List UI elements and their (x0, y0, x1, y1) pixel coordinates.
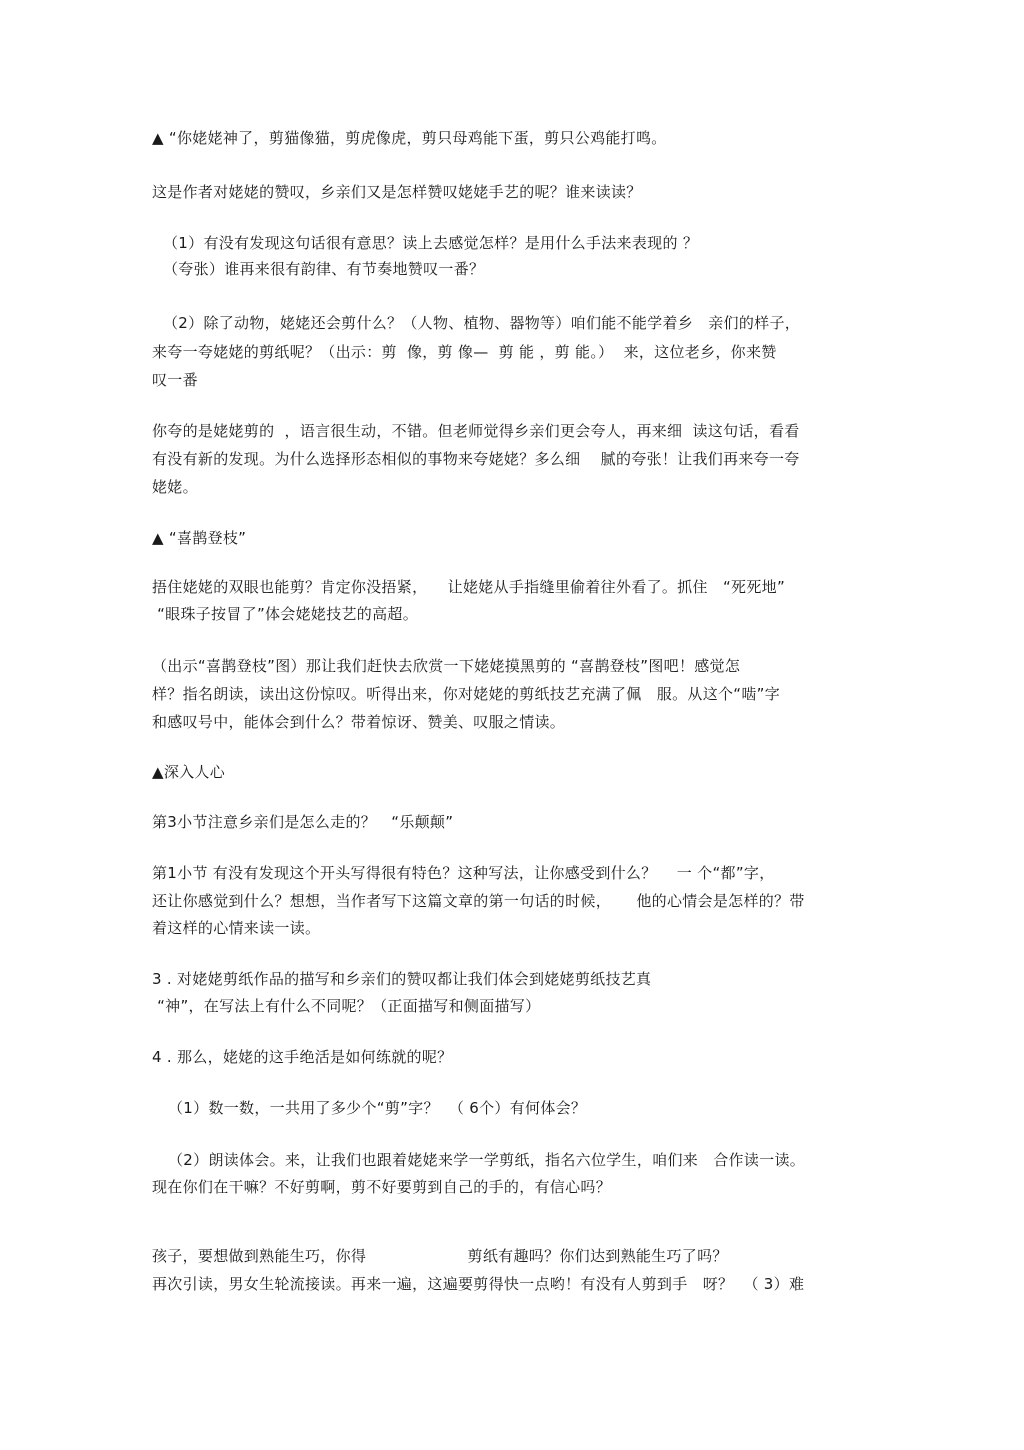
text-line: 现在你们在干嘛？不好剪啊，剪不好要剪到自己的手的，有信心吗？ (152, 1178, 612, 1196)
text-line: 你夸的是姥姥剪的 ，语言很生动，不错。但老师觉得乡亲们更会夸人，再来细 读这句话，看看 (152, 422, 800, 440)
text-line: （1）有没有发现这句话很有意思？读上去感觉怎样？是用什么手法来表现的 ？ (163, 234, 699, 252)
text-line: 有没有新的发现。为什么选择形态相似的事物来夸姥姥？多么细 腻的夸张！让我们再来夸一夸 (152, 450, 800, 468)
text-line: 第3小节注意乡亲们是怎么走的？ “乐颠颠” (152, 813, 454, 831)
text-line: 来夸一夸姥姥的剪纸呢？（出示：剪 像，剪 像— 剪 能 ，剪 能。） 来，这位老乡，你来赞 (152, 343, 777, 361)
text-line: （出示“喜鹊登枝”图）那让我们赶快去欣赏一下姥姥摸黑剪的 “喜鹊登枝”图吧！感觉怎 (152, 657, 741, 675)
text-line: 再次引读，男女生轮流接读。再来一遍，这遍要剪得快一点哟！有没有人剪到手 呀？ （ 3）难 (152, 1275, 805, 1293)
text-line: “神”，在写法上有什么不同呢？（正面描写和侧面描写） (152, 997, 541, 1015)
text-line: 孩子，要想做到熟能生巧，你得 剪纸有趣吗？你们达到熟能生巧了吗？ (152, 1247, 728, 1265)
text-line: 4 . 那么，姥姥的这手绝活是如何练就的呢？ (152, 1048, 453, 1066)
text-line: 这是作者对姥姥的赞叹，乡亲们又是怎样赞叹姥姥手艺的呢？谁来读读？ (152, 183, 642, 201)
text-line: 姥姥。 (152, 478, 198, 496)
text-line: 第1小节 有没有发现这个开头写得很有特色？这种写法，让你感受到什么？ 一 个“都”字， (152, 864, 775, 882)
text-line: ▲ “喜鹊登枝” (152, 529, 247, 547)
text-line: 样？指名朗读，读出这份惊叹。听得出来，你对姥姥的剪纸技艺充满了佩 服。从这个“啮”字 (152, 685, 781, 703)
text-line: 3 . 对姥姥剪纸作品的描写和乡亲们的赞叹都让我们体会到姥姥剪纸技艺真 (152, 970, 652, 988)
text-line: ▲深入人心 (152, 763, 226, 781)
text-line: 还让你感觉到什么？想想，当作者写下这篇文章的第一句话的时候， 他的心情会是怎样的？带 (152, 892, 805, 910)
text-line: （夸张）谁再来很有韵律、有节奏地赞叹一番？ (163, 260, 485, 278)
text-line: “眼珠子按冒了”体会姥姥技艺的高超。 (152, 605, 419, 623)
text-line: 着这样的心情来读一读。 (152, 919, 321, 937)
text-line: （2）朗读体会。来，让我们也跟着姥姥来学一学剪纸，指名六位学生，咱们来 合作读一读。 (168, 1151, 806, 1169)
text-line: 捂住姥姥的双眼也能剪？肯定你没捂紧， 让姥姥从手指缝里偷着往外看了。抓住 “死死地” (152, 578, 786, 596)
text-line: （2）除了动物，姥姥还会剪什么？（人物、植物、器物等）咱们能不能学着乡 亲们的样子， (163, 314, 801, 332)
text-line: 和感叹号中，能体会到什么？带着惊讶、赞美、叹服之情读。 (152, 713, 566, 731)
text-line: ▲ “你姥姥神了，剪猫像猫，剪虎像虎，剪只母鸡能下蛋，剪只公鸡能打鸣。 (152, 129, 667, 147)
text-line: （1）数一数，一共用了多少个“剪”字？ （ 6个）有何体会？ (168, 1099, 587, 1117)
text-line: 叹一番 (152, 371, 198, 389)
